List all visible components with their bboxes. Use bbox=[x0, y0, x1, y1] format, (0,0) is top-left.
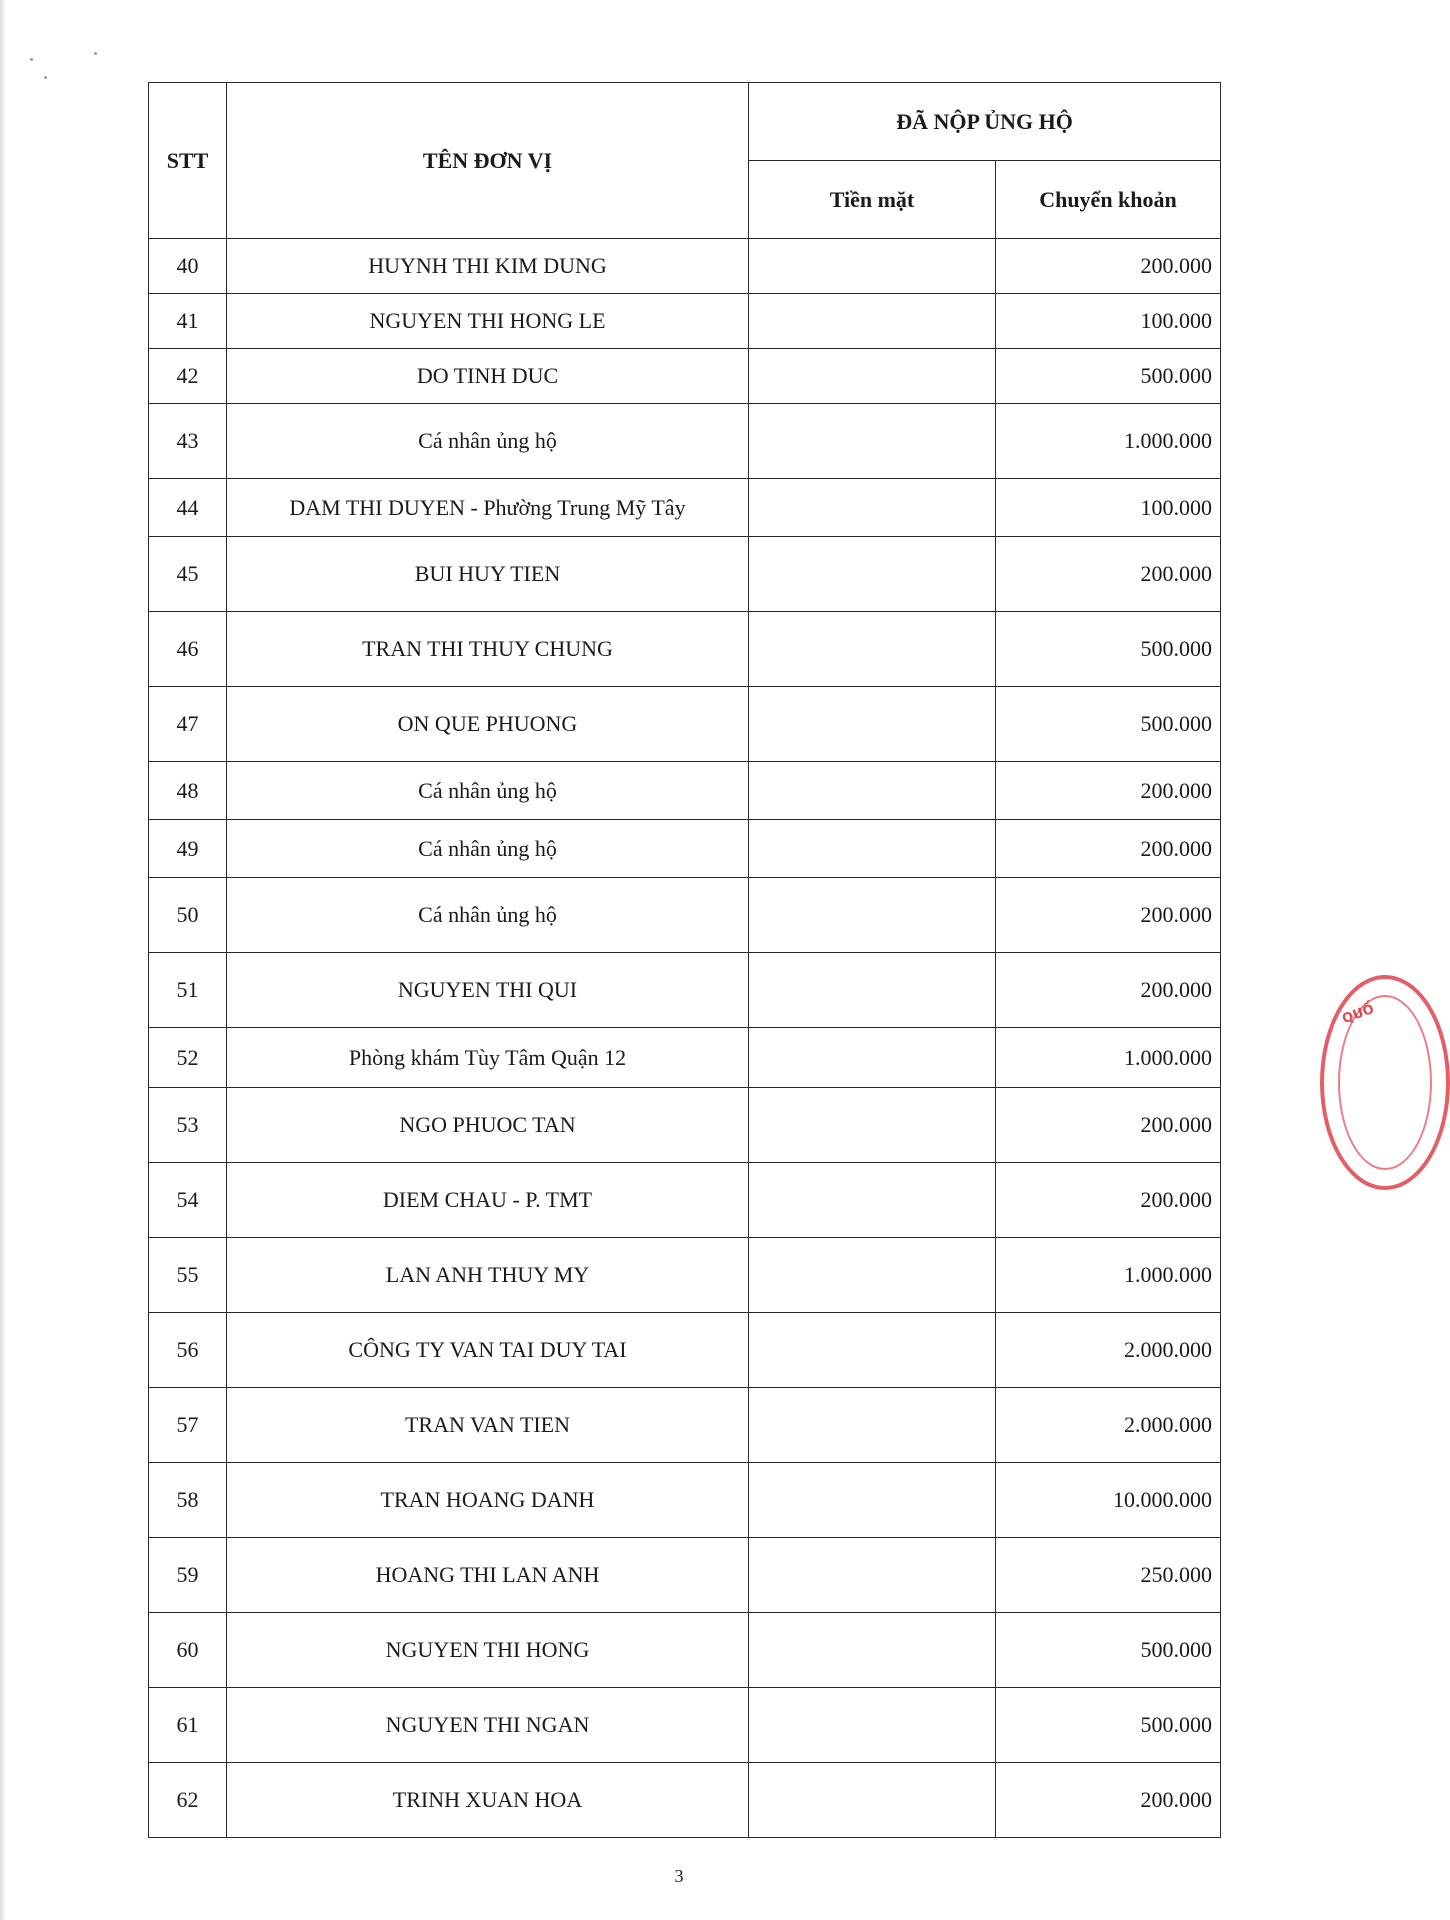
row-name-cell: DO TINH DUC bbox=[227, 349, 749, 404]
table-row bbox=[149, 1163, 1221, 1238]
row-cash-cell bbox=[749, 1388, 996, 1463]
row-stt-cell: 62 bbox=[149, 1763, 227, 1838]
row-transfer-cell: 500.000 bbox=[996, 1613, 1221, 1688]
table-row bbox=[149, 762, 1221, 820]
table-row bbox=[149, 687, 1221, 762]
header-cash: Tiền mặt bbox=[749, 161, 996, 239]
table-row bbox=[149, 1028, 1221, 1088]
row-cash-cell bbox=[749, 404, 996, 479]
row-cash-cell bbox=[749, 1088, 996, 1163]
row-stt-cell: 56 bbox=[149, 1313, 227, 1388]
row-cash-cell bbox=[749, 820, 996, 878]
row-name-cell: Cá nhân ủng hộ bbox=[227, 404, 749, 479]
row-cash-cell bbox=[749, 687, 996, 762]
table-row bbox=[149, 294, 1221, 349]
row-cash-cell bbox=[749, 479, 996, 537]
header-paid-group: ĐÃ NỘP ỦNG HỘ bbox=[749, 83, 1221, 161]
row-name-cell: NGUYEN THI HONG LE bbox=[227, 294, 749, 349]
row-cash-cell bbox=[749, 1463, 996, 1538]
table-row bbox=[149, 404, 1221, 479]
row-stt-cell: 42 bbox=[149, 349, 227, 404]
header-transfer: Chuyển khoản bbox=[996, 161, 1221, 239]
row-stt-cell: 59 bbox=[149, 1538, 227, 1613]
row-name-cell: Cá nhân ủng hộ bbox=[227, 762, 749, 820]
row-transfer-cell: 500.000 bbox=[996, 349, 1221, 404]
donation-table bbox=[148, 82, 1221, 1838]
table-body bbox=[149, 239, 1221, 1838]
row-name-cell: TRINH XUAN HOA bbox=[227, 1763, 749, 1838]
row-transfer-cell: 1.000.000 bbox=[996, 1238, 1221, 1313]
row-stt-cell: 51 bbox=[149, 953, 227, 1028]
row-stt-cell: 58 bbox=[149, 1463, 227, 1538]
table-row bbox=[149, 612, 1221, 687]
row-transfer-cell: 200.000 bbox=[996, 239, 1221, 294]
header-name: TÊN ĐƠN VỊ bbox=[227, 83, 749, 239]
row-transfer-cell: 10.000.000 bbox=[996, 1463, 1221, 1538]
row-name-cell: NGO PHUOC TAN bbox=[227, 1088, 749, 1163]
row-transfer-cell: 200.000 bbox=[996, 1763, 1221, 1838]
official-seal-stamp bbox=[1320, 975, 1450, 1190]
row-transfer-cell: 200.000 bbox=[996, 537, 1221, 612]
row-transfer-cell: 1.000.000 bbox=[996, 404, 1221, 479]
row-transfer-cell: 100.000 bbox=[996, 294, 1221, 349]
row-cash-cell bbox=[749, 762, 996, 820]
row-cash-cell bbox=[749, 294, 996, 349]
row-stt-cell: 53 bbox=[149, 1088, 227, 1163]
row-transfer-cell: 500.000 bbox=[996, 612, 1221, 687]
row-stt-cell: 48 bbox=[149, 762, 227, 820]
row-name-cell: Phòng khám Tùy Tâm Quận 12 bbox=[227, 1028, 749, 1088]
row-cash-cell bbox=[749, 878, 996, 953]
row-name-cell: TRAN HOANG DANH bbox=[227, 1463, 749, 1538]
row-name-cell: NGUYEN THI NGAN bbox=[227, 1688, 749, 1763]
row-transfer-cell: 200.000 bbox=[996, 1088, 1221, 1163]
row-name-cell: TRAN VAN TIEN bbox=[227, 1388, 749, 1463]
table-row bbox=[149, 1313, 1221, 1388]
table-row bbox=[149, 239, 1221, 294]
row-transfer-cell: 250.000 bbox=[996, 1538, 1221, 1613]
row-cash-cell bbox=[749, 1313, 996, 1388]
table-row bbox=[149, 1463, 1221, 1538]
table-row bbox=[149, 878, 1221, 953]
row-stt-cell: 47 bbox=[149, 687, 227, 762]
row-cash-cell bbox=[749, 1613, 996, 1688]
row-name-cell: Cá nhân ủng hộ bbox=[227, 820, 749, 878]
row-transfer-cell: 200.000 bbox=[996, 762, 1221, 820]
row-transfer-cell: 200.000 bbox=[996, 820, 1221, 878]
header-stt: STT bbox=[149, 83, 227, 239]
row-stt-cell: 49 bbox=[149, 820, 227, 878]
row-transfer-cell: 500.000 bbox=[996, 1688, 1221, 1763]
row-name-cell: ON QUE PHUONG bbox=[227, 687, 749, 762]
table-row bbox=[149, 349, 1221, 404]
row-transfer-cell: 1.000.000 bbox=[996, 1028, 1221, 1088]
row-transfer-cell: 200.000 bbox=[996, 953, 1221, 1028]
row-stt-cell: 55 bbox=[149, 1238, 227, 1313]
row-name-cell: NGUYEN THI QUI bbox=[227, 953, 749, 1028]
row-name-cell: CÔNG TY VAN TAI DUY TAI bbox=[227, 1313, 749, 1388]
row-transfer-cell: 100.000 bbox=[996, 479, 1221, 537]
row-name-cell: DAM THI DUYEN - Phường Trung Mỹ Tây bbox=[227, 479, 749, 537]
table-row bbox=[149, 1238, 1221, 1313]
row-transfer-cell: 200.000 bbox=[996, 878, 1221, 953]
row-transfer-cell: 2.000.000 bbox=[996, 1313, 1221, 1388]
row-name-cell: DIEM CHAU - P. TMT bbox=[227, 1163, 749, 1238]
table-row bbox=[149, 953, 1221, 1028]
row-name-cell: TRAN THI THUY CHUNG bbox=[227, 612, 749, 687]
scan-speck bbox=[30, 58, 33, 61]
row-stt-cell: 54 bbox=[149, 1163, 227, 1238]
table-row bbox=[149, 1538, 1221, 1613]
row-name-cell: HOANG THI LAN ANH bbox=[227, 1538, 749, 1613]
row-name-cell: Cá nhân ủng hộ bbox=[227, 878, 749, 953]
row-cash-cell bbox=[749, 537, 996, 612]
row-cash-cell bbox=[749, 1028, 996, 1088]
row-name-cell: HUYNH THI KIM DUNG bbox=[227, 239, 749, 294]
seal-lettering: QUỐ bbox=[1340, 1001, 1377, 1028]
row-cash-cell bbox=[749, 953, 996, 1028]
scan-page-edge bbox=[0, 0, 6, 1920]
table-row bbox=[149, 479, 1221, 537]
table-row bbox=[149, 820, 1221, 878]
row-stt-cell: 50 bbox=[149, 878, 227, 953]
table-header bbox=[149, 83, 1221, 239]
row-transfer-cell: 2.000.000 bbox=[996, 1388, 1221, 1463]
row-name-cell: LAN ANH THUY MY bbox=[227, 1238, 749, 1313]
table-row bbox=[149, 1613, 1221, 1688]
row-transfer-cell: 500.000 bbox=[996, 687, 1221, 762]
row-stt-cell: 43 bbox=[149, 404, 227, 479]
row-cash-cell bbox=[749, 239, 996, 294]
row-stt-cell: 40 bbox=[149, 239, 227, 294]
row-cash-cell bbox=[749, 1238, 996, 1313]
table-row bbox=[149, 537, 1221, 612]
table-row bbox=[149, 1688, 1221, 1763]
row-name-cell: BUI HUY TIEN bbox=[227, 537, 749, 612]
row-cash-cell bbox=[749, 349, 996, 404]
scan-speck bbox=[44, 76, 47, 79]
row-transfer-cell: 200.000 bbox=[996, 1163, 1221, 1238]
row-cash-cell bbox=[749, 1688, 996, 1763]
row-stt-cell: 61 bbox=[149, 1688, 227, 1763]
table-row bbox=[149, 1088, 1221, 1163]
row-stt-cell: 60 bbox=[149, 1613, 227, 1688]
row-cash-cell bbox=[749, 1538, 996, 1613]
row-stt-cell: 41 bbox=[149, 294, 227, 349]
row-cash-cell bbox=[749, 1763, 996, 1838]
row-stt-cell: 45 bbox=[149, 537, 227, 612]
row-cash-cell bbox=[749, 1163, 996, 1238]
row-cash-cell bbox=[749, 612, 996, 687]
row-stt-cell: 46 bbox=[149, 612, 227, 687]
page-number: 3 bbox=[674, 1866, 684, 1886]
row-name-cell: NGUYEN THI HONG bbox=[227, 1613, 749, 1688]
row-stt-cell: 52 bbox=[149, 1028, 227, 1088]
scan-speck bbox=[94, 52, 97, 55]
row-stt-cell: 44 bbox=[149, 479, 227, 537]
table-row bbox=[149, 1388, 1221, 1463]
table-row bbox=[149, 1763, 1221, 1838]
row-stt-cell: 57 bbox=[149, 1388, 227, 1463]
